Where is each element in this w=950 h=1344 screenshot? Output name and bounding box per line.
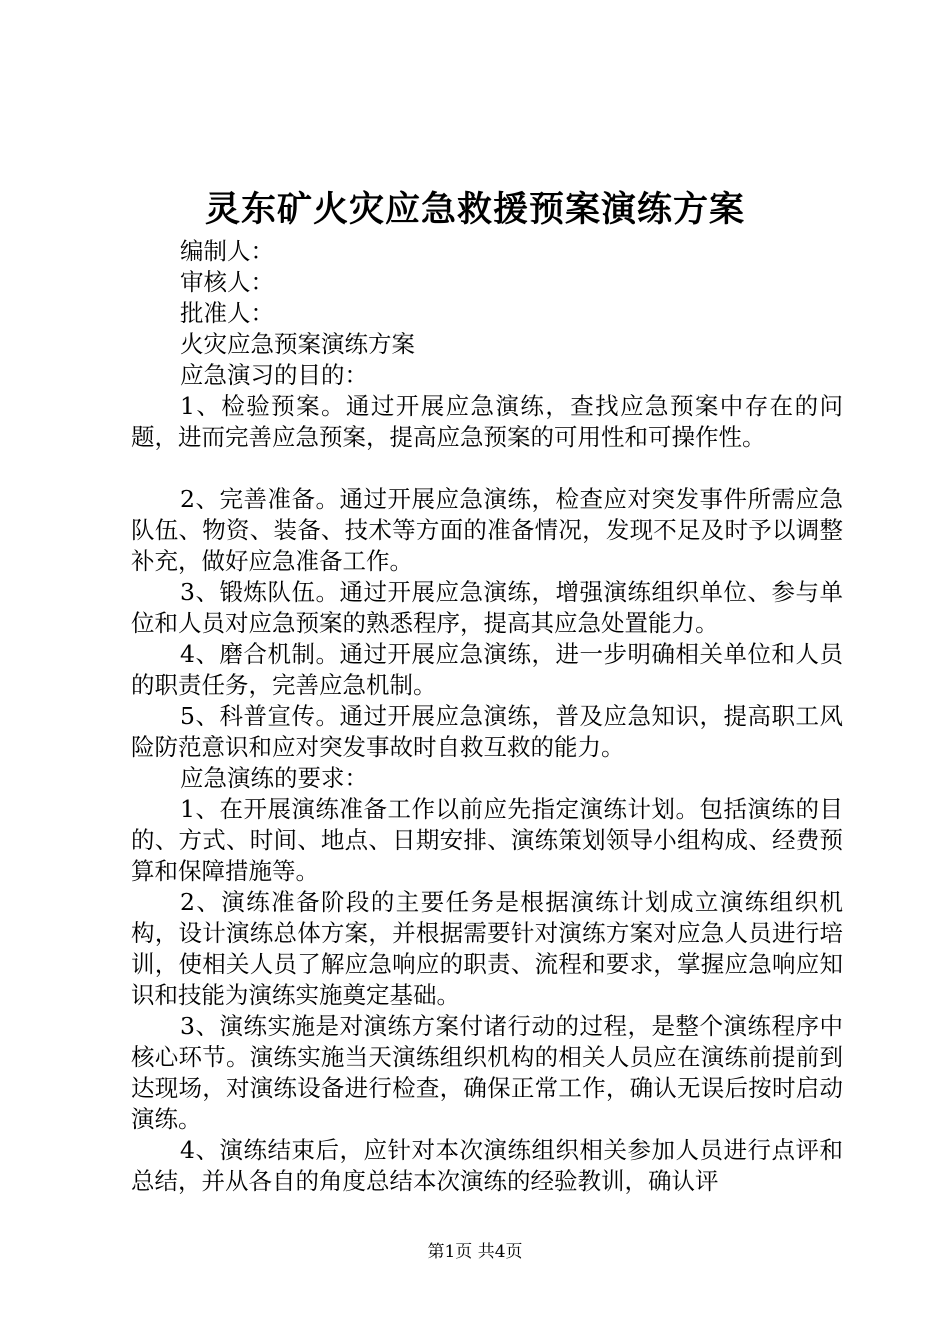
- requirements-heading: 应急演练的要求：: [180, 764, 368, 792]
- requirement-item: 2、演练准备阶段的主要任务是根据演练计划成立演练组织机构，设计演练总体方案，并根据需要针对演练方案对应急人员进行培训，使相关人员了解应急响应的职责、流程和要求，掌握应急响应知识和技能为演练实施奠定基础。: [131, 888, 843, 1009]
- editor-line: 编制人：: [180, 237, 274, 265]
- requirement-item: 1、在开展演练准备工作以前应先指定演练计划。包括演练的目的、方式、时间、地点、日期安排、演练策划领导小组构成、经费预算和保障措施等。: [131, 795, 843, 885]
- purpose-item: 2、完善准备。通过开展应急演练，检查应对突发事件所需应急队伍、物资、装备、技术等方面的准备情况，发现不足及时予以调整补充，做好应急准备工作。: [131, 485, 843, 575]
- approver-line: 批准人：: [180, 299, 274, 327]
- page-footer: 第1页 共4页: [427, 1242, 523, 1262]
- purpose-item: 5、科普宣传。通过开展应急演练，普及应急知识，提高职工风险防范意识和应对突发事故时自救互救的能力。: [131, 702, 843, 761]
- purpose-item: 3、锻炼队伍。通过开展应急演练，增强演练组织单位、参与单位和人员对应急预案的熟悉程序，提高其应急处置能力。: [131, 578, 843, 637]
- requirement-item: 3、演练实施是对演练方案付诸行动的过程，是整个演练程序中核心环节。演练实施当天演练组织机构的相关人员应在演练前提前到达现场，对演练设备进行检查，确保正常工作，确认无误后按时启动演练。: [131, 1012, 843, 1133]
- document-subtitle: 火灾应急预案演练方案: [180, 330, 415, 358]
- requirement-item: 4、演练结束后，应针对本次演练组织相关参加人员进行点评和总结，并从各自的角度总结本次演练的经验教训，确认评: [131, 1136, 843, 1195]
- reviewer-line: 审核人：: [180, 268, 274, 296]
- purpose-heading: 应急演习的目的：: [180, 361, 368, 389]
- document-title: 灵东矿火灾应急救援预案演练方案: [204, 189, 745, 230]
- purpose-item: 4、磨合机制。通过开展应急演练，进一步明确相关单位和人员的职责任务，完善应急机制。: [131, 640, 843, 699]
- document-body: [131, 236, 843, 1197]
- purpose-item: 1、检验预案。通过开展应急演练，查找应急预案中存在的问题，进而完善应急预案，提高应急预案的可用性和可操作性。: [131, 392, 843, 451]
